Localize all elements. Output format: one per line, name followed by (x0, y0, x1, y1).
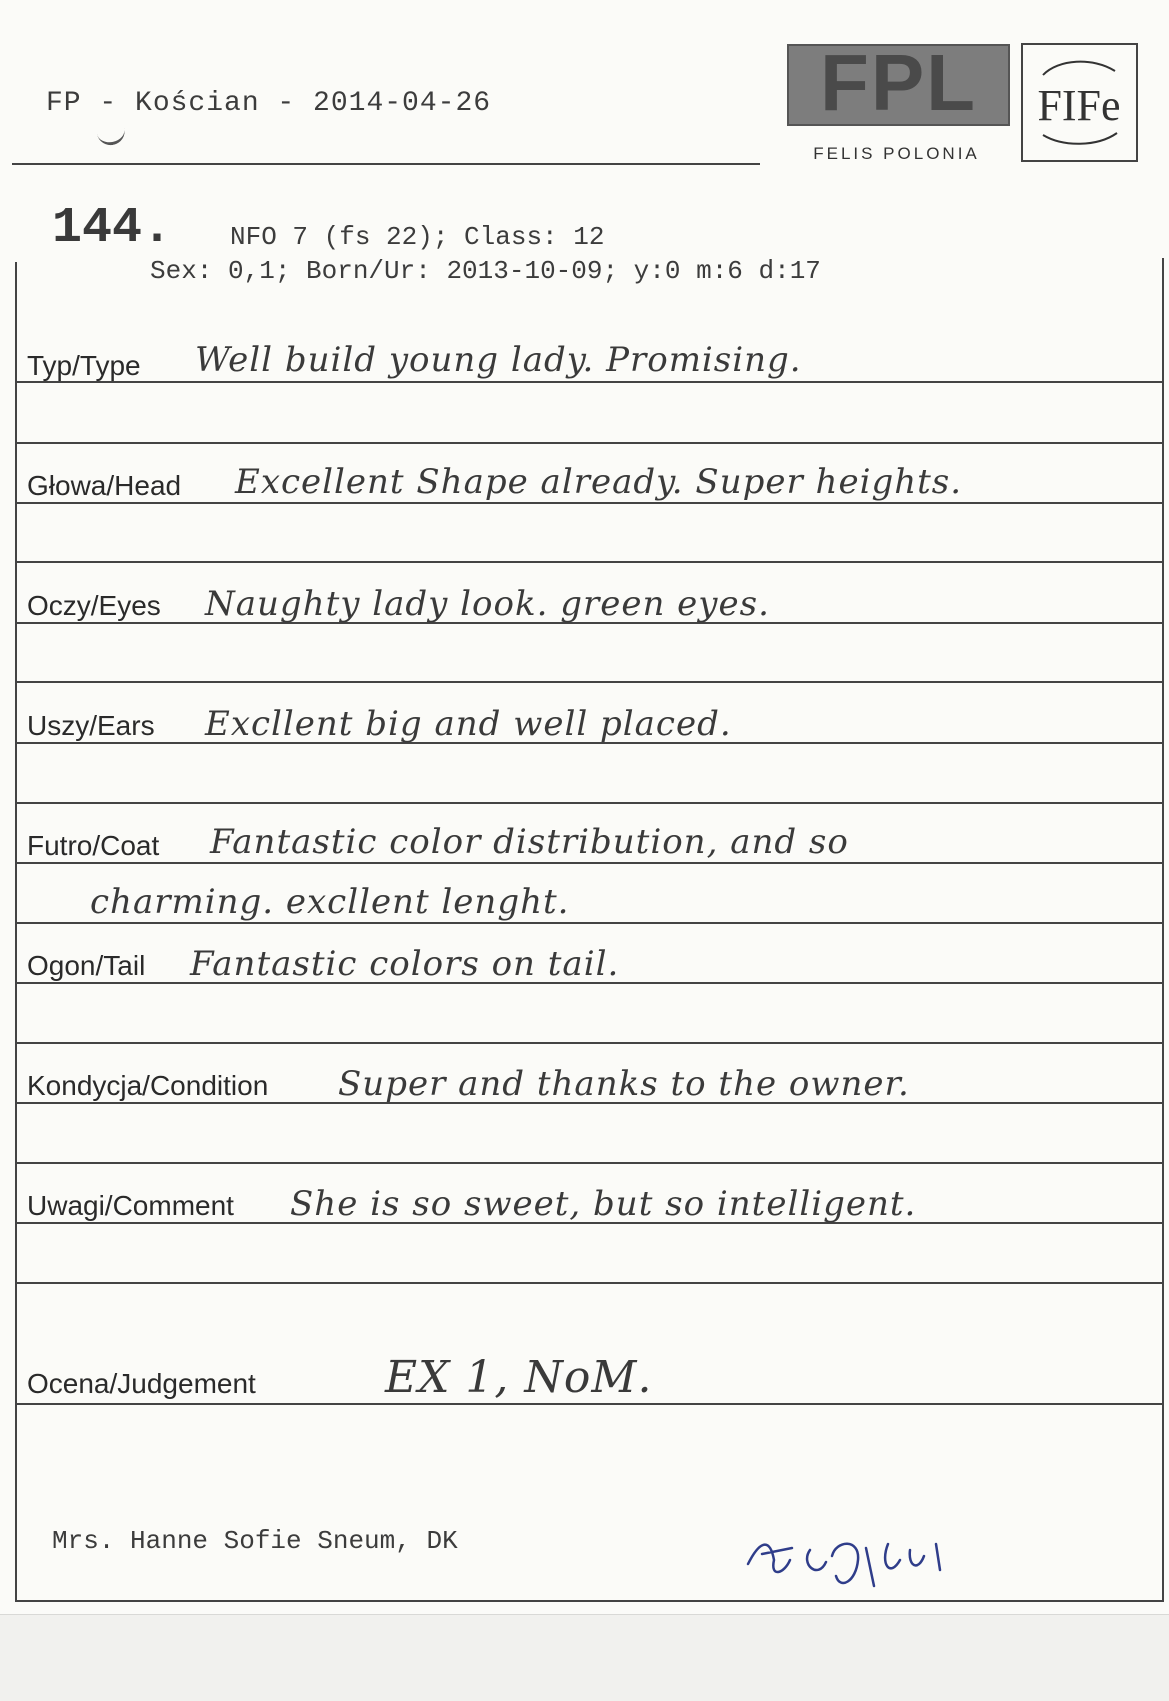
fpl-logo: FPL (819, 38, 978, 127)
sex-born-line: Sex: 0,1; Born/Ur: 2013-10-09; y:0 m:6 d:17 (150, 256, 821, 286)
breed-class-line: NFO 7 (fs 22); Class: 12 (230, 222, 605, 252)
row-rule (15, 381, 1164, 383)
condition-label: Kondycja/Condition (27, 1070, 269, 1101)
ears-value: Excllent big and well placed. (205, 704, 732, 744)
scan-margin (0, 1614, 1169, 1701)
judge-name: Mrs. Hanne Sofie Sneum, DK (52, 1526, 458, 1556)
tail-value: Fantastic colors on tail. (190, 944, 620, 984)
head-value: Excellent Shape already. Super heights. (235, 462, 963, 502)
fife-logo (1021, 43, 1138, 162)
row-rule (15, 922, 1164, 924)
form-right-border (1162, 258, 1164, 1602)
tail-label: Ogon/Tail (27, 950, 146, 981)
catalog-number: 144. (52, 200, 173, 257)
row-rule (15, 1403, 1164, 1405)
coat-value-continued: charming. excllent lenght. (90, 882, 570, 922)
row-rule (15, 802, 1164, 804)
row-rule (15, 681, 1164, 683)
ears-label: Uszy/Ears (27, 710, 155, 741)
row-rule (15, 1042, 1164, 1044)
eyes-label: Oczy/Eyes (27, 590, 161, 621)
judgement-label: Ocena/Judgement (27, 1368, 256, 1399)
coat-value: Fantastic color distribution, and so (210, 822, 849, 862)
row-rule (15, 862, 1164, 864)
show-header-line: FP - Kościan - 2014-04-26 (46, 88, 492, 119)
condition-value: Super and thanks to the owner. (338, 1064, 910, 1104)
pen-tick-mark (97, 127, 128, 147)
judgement-value: EX 1, NoM. (385, 1352, 653, 1403)
row-rule (15, 561, 1164, 563)
fife-letters: FIFe (1037, 81, 1121, 130)
form-left-border (15, 262, 17, 1602)
type-label: Typ/Type (27, 350, 141, 381)
type-value: Well build young lady. Promising. (195, 340, 802, 380)
signature-icon (740, 1520, 970, 1600)
fpl-logo-subtitle: FELIS POLONIA (813, 144, 980, 163)
row-rule (15, 1162, 1164, 1164)
comment-label: Uwagi/Comment (27, 1190, 234, 1221)
comment-value: She is so sweet, but so intelligent. (290, 1184, 917, 1224)
header-divider (12, 163, 760, 165)
form-bottom-rule (15, 1600, 1164, 1602)
head-label: Głowa/Head (27, 470, 182, 501)
eyes-value: Naughty lady look. green eyes. (205, 584, 770, 624)
row-rule (15, 502, 1164, 504)
fife-logo-icon (1023, 45, 1136, 160)
row-rule (15, 1282, 1164, 1284)
judge-signature (740, 1520, 970, 1605)
coat-label: Futro/Coat (27, 830, 160, 861)
row-rule (15, 442, 1164, 444)
